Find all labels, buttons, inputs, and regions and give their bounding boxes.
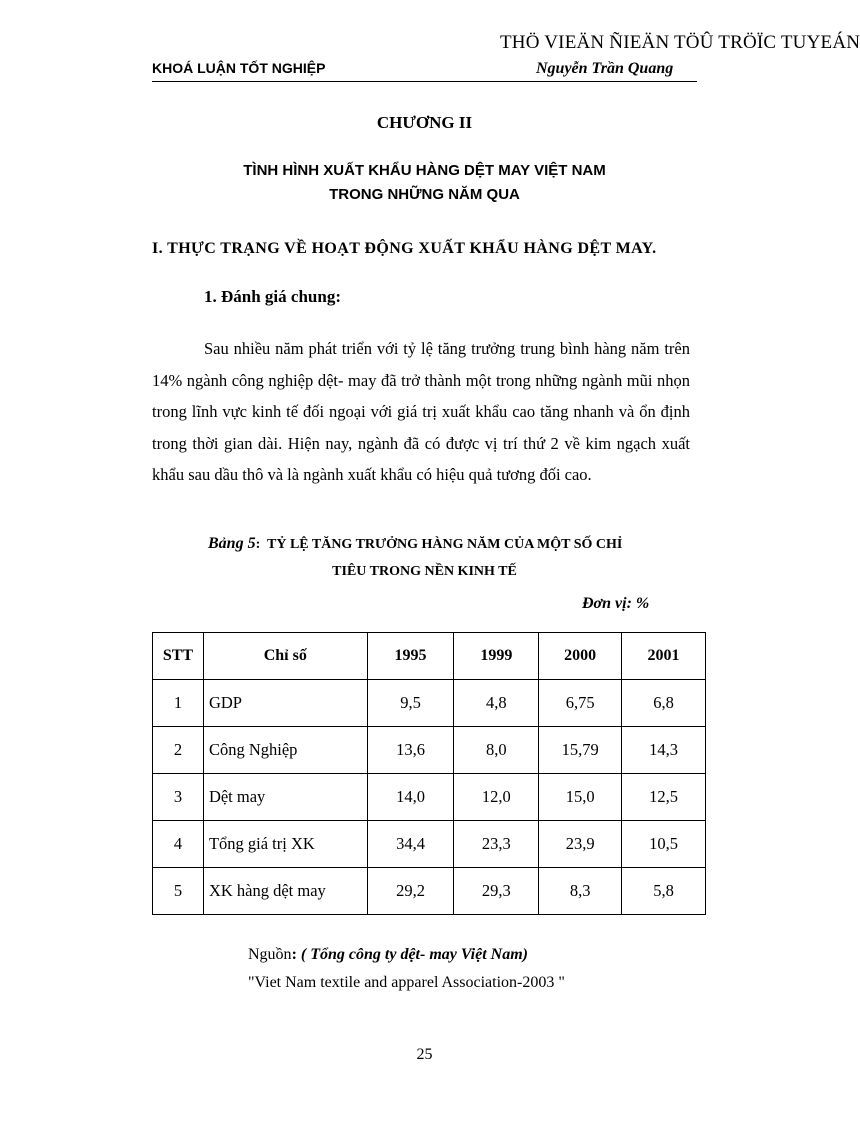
table-row xyxy=(153,727,706,774)
table-cell-value: 29,2 xyxy=(367,868,454,915)
chapter-title-line2: TRONG NHỮNG NĂM QUA xyxy=(329,186,520,203)
source-line2: "Viet Nam textile and apparel Association-2003 " xyxy=(248,974,565,991)
table-cell-stt: 3 xyxy=(153,774,204,821)
chapter-title-line1: TÌNH HÌNH XUẤT KHẨU HÀNG DỆT MAY VIỆT NAM xyxy=(243,162,606,179)
table-caption-text: TỶ LỆ TĂNG TRƯỞNG HÀNG NĂM CỦA MỘT SỐ CHỈ xyxy=(267,537,623,552)
table-header-cell: Chỉ số xyxy=(203,633,367,680)
table-cell-indicator: Công Nghiệp xyxy=(203,727,367,774)
table-header-cell: STT xyxy=(153,633,204,680)
table-header-cell: 2001 xyxy=(622,633,706,680)
growth-rate-table xyxy=(152,632,706,915)
body-paragraph: Sau nhiều năm phát triển với tỷ lệ tăng trưởng trung bình hàng năm trên 14% ngành công nghiệp dệt- may đã trở thành một trong những ngành mũi nhọn trong lĩnh vực kinh tế đối ngoại với giá trị xuất khẩu cao tăng nhanh và ổn định trong thời gian dài. Hiện nay, ngành đã có được vị trí thứ 2 về kim ngạch xuất khẩu sau dầu thô và là ngành xuất khẩu có hiệu quả tương đối cao. xyxy=(152,339,690,484)
table-row xyxy=(153,868,706,915)
table-caption-label: Bảng 5 xyxy=(208,535,256,552)
table-cell-value: 12,0 xyxy=(454,774,539,821)
table-cell-value: 6,75 xyxy=(539,680,622,727)
table-cell-indicator: GDP xyxy=(203,680,367,727)
subsection-heading: 1. Đánh giá chung: xyxy=(204,287,341,306)
source-prefix: Nguồn xyxy=(248,946,292,963)
header-rule xyxy=(152,81,697,82)
table-row xyxy=(153,821,706,868)
table-cell-value: 34,4 xyxy=(367,821,454,868)
table-caption-separator: : xyxy=(255,537,261,552)
table-cell-value: 9,5 xyxy=(367,680,454,727)
running-header-left: KHOÁ LUẬN TỐT NGHIỆP xyxy=(152,60,326,76)
source-separator: : xyxy=(291,946,301,963)
table-cell-value: 23,3 xyxy=(454,821,539,868)
chapter-label: CHƯƠNG II xyxy=(376,113,473,132)
table-cell-stt: 1 xyxy=(153,680,204,727)
source-line1 xyxy=(248,946,528,964)
table-header-cell: 1995 xyxy=(367,633,454,680)
watermark-text: THÖ VIEÄN ÑIEÄN TÖÛ TRÖÏC TUYEÁN xyxy=(500,32,860,53)
table-cell-stt: 5 xyxy=(153,868,204,915)
table-cell-value: 5,8 xyxy=(622,868,706,915)
table-header-cell: 2000 xyxy=(539,633,622,680)
table-header-cell: 1999 xyxy=(454,633,539,680)
table-cell-value: 15,79 xyxy=(539,727,622,774)
page-number: 25 xyxy=(416,1046,433,1063)
table-caption-line1 xyxy=(208,535,622,553)
table-row xyxy=(153,680,706,727)
running-header-author: Nguyễn Trần Quang xyxy=(536,60,674,77)
table-cell-indicator: Tổng giá trị XK xyxy=(203,821,367,868)
table-cell-value: 10,5 xyxy=(622,821,706,868)
table-cell-value: 14,0 xyxy=(367,774,454,821)
table-cell-value: 8,3 xyxy=(539,868,622,915)
table-cell-value: 4,8 xyxy=(454,680,539,727)
table-cell-stt: 4 xyxy=(153,821,204,868)
table-row xyxy=(153,774,706,821)
table-cell-value: 29,3 xyxy=(454,868,539,915)
table-cell-value: 12,5 xyxy=(622,774,706,821)
source-organization: ( Tổng công ty dệt- may Việt Nam) xyxy=(300,946,528,963)
table-cell-value: 15,0 xyxy=(539,774,622,821)
table-cell-value: 8,0 xyxy=(454,727,539,774)
table-cell-value: 23,9 xyxy=(539,821,622,868)
table-cell-stt: 2 xyxy=(153,727,204,774)
section-heading: I. THỰC TRẠNG VỀ HOẠT ĐỘNG XUẤT KHẨU HÀNG DỆT MAY. xyxy=(152,240,657,257)
table-cell-value: 14,3 xyxy=(622,727,706,774)
table-cell-indicator: XK hàng dệt may xyxy=(203,868,367,915)
table-unit: Đơn vị: % xyxy=(582,595,650,612)
table-cell-value: 13,6 xyxy=(367,727,454,774)
table-cell-value: 6,8 xyxy=(622,680,706,727)
table-cell-indicator: Dệt may xyxy=(203,774,367,821)
table-header-row xyxy=(153,633,706,680)
table-caption-line2: TIÊU TRONG NỀN KINH TẾ xyxy=(332,564,517,579)
